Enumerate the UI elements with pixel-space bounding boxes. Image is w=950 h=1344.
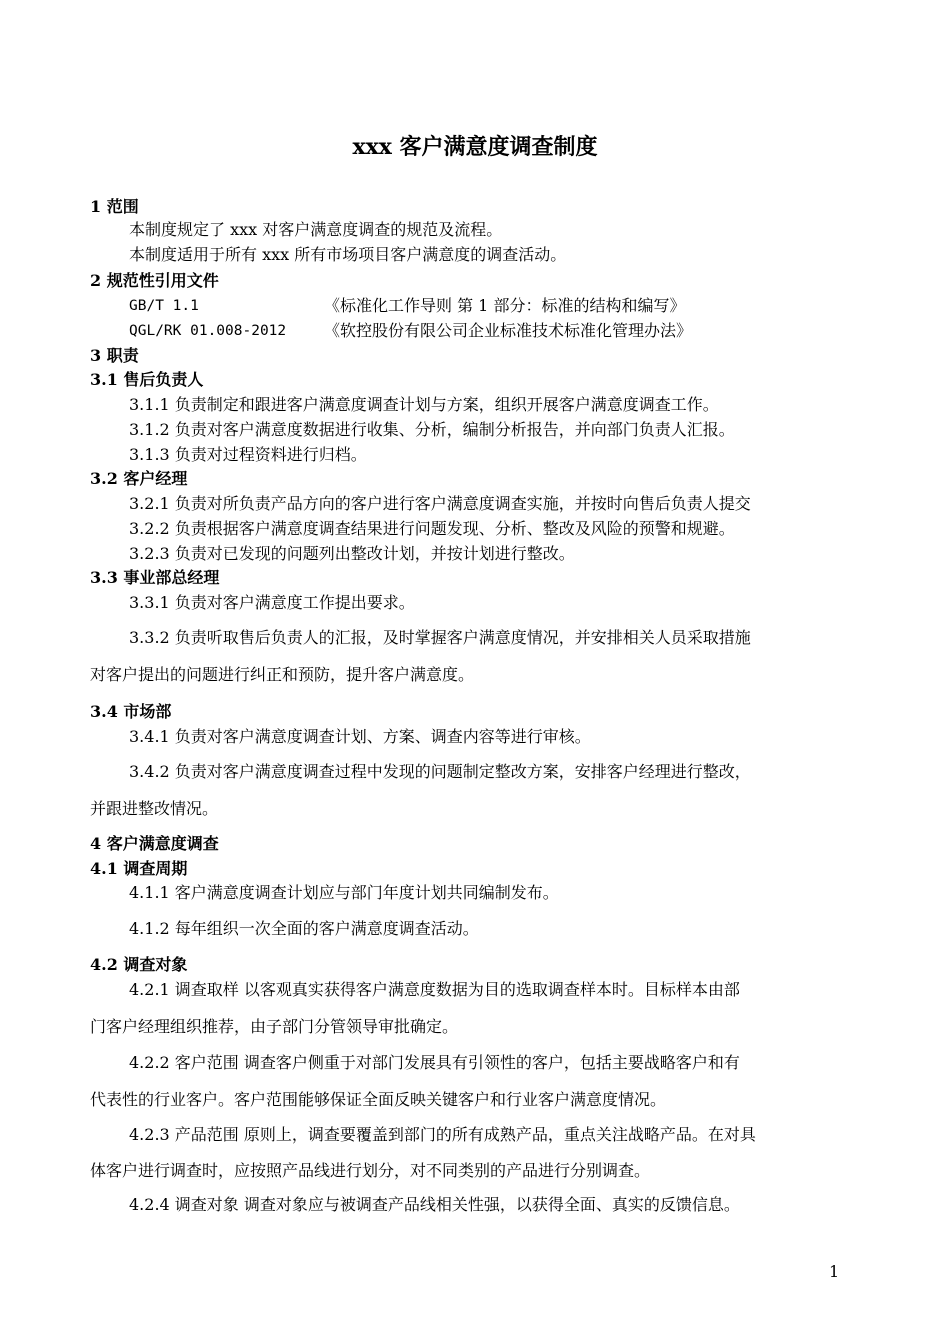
clause-3-4-1: 3.4.1 负责对客户满意度调查计划、方案、调查内容等进行审核。 [129,727,591,746]
clause-4-2-3-cont: 体客户进行调查时，应按照产品线进行划分，对不同类别的产品进行分别调查。 [90,1161,651,1180]
clause-4-2-1: 4.2.1 调查取样 以客观真实获得客户满意度数据为目的选取调查样本时。目标样本由部 [129,980,740,999]
clause-4-2-3: 4.2.3 产品范围 原则上，调查要覆盖到部门的所有成熟产品，重点关注战略产品。在对具 [129,1125,756,1144]
clause-3-4-2-cont: 并跟进整改情况。 [90,799,219,818]
clause-3-1-2: 3.1.2 负责对客户满意度数据进行收集、分析，编制分析报告，并向部门负责人汇报。 [129,420,735,439]
document-title: xxx 客户满意度调查制度 [352,134,598,160]
reference-title: 《标准化工作导则 第 1 部分：标准的结构和编写》 [324,296,686,315]
subsection-heading-after-sales: 3.1 售后负责人 [90,370,204,389]
clause-4-2-4: 4.2.4 调查对象 调查对象应与被调查产品线相关性强，以获得全面、真实的反馈信息。 [129,1195,740,1214]
clause-3-2-3: 3.2.3 负责对已发现的问题列出整改计划，并按计划进行整改。 [129,544,575,563]
clause-4-1-1: 4.1.1 客户满意度调查计划应与部门年度计划共同编制发布。 [129,883,559,902]
clause-3-1-1: 3.1.1 负责制定和跟进客户满意度调查计划与方案，组织开展客户满意度调查工作。 [129,395,719,414]
section-heading-scope: 1 范围 [90,197,139,216]
clause-3-3-2: 3.3.2 负责听取售后负责人的汇报，及时掌握客户满意度情况，并安排相关人员采取措施 [129,628,751,647]
clause-3-3-1: 3.3.1 负责对客户满意度工作提出要求。 [129,593,415,612]
clause-3-3-2-cont: 对客户提出的问题进行纠正和预防，提升客户满意度。 [90,665,475,684]
clause-3-2-1: 3.2.1 负责对所负责产品方向的客户进行客户满意度调查实施，并按时向售后负责人提交 [129,494,751,513]
subsection-heading-objects: 4.2 调查对象 [90,955,188,974]
paragraph-scope-2: 本制度适用于所有 xxx 所有市场项目客户满意度的调查活动。 [129,245,567,264]
clause-4-2-1-cont: 门客户经理组织推荐，由子部门分管领导审批确定。 [90,1017,459,1036]
reference-title: 《软控股份有限公司企业标准技术标准化管理办法》 [324,321,693,340]
clause-3-4-2: 3.4.2 负责对客户满意度调查过程中发现的问题制定整改方案，安排客户经理进行整改， [129,762,751,781]
section-heading-references: 2 规范性引用文件 [90,271,219,290]
subsection-heading-marketing: 3.4 市场部 [90,702,172,721]
clause-3-2-2: 3.2.2 负责根据客户满意度调查结果进行问题发现、分析、整改及风险的预警和规避。 [129,519,735,538]
subsection-heading-general-manager: 3.3 事业部总经理 [90,568,220,587]
section-heading-responsibilities: 3 职责 [90,346,139,365]
section-heading-survey: 4 客户满意度调查 [90,834,219,853]
reference-code: GB/T 1.1 [129,298,199,314]
clause-4-2-2-cont: 代表性的行业客户。客户范围能够保证全面反映关键客户和行业客户满意度情况。 [90,1090,667,1109]
clause-4-2-2: 4.2.2 客户范围 调查客户侧重于对部门发展具有引领性的客户，包括主要战略客户和有 [129,1053,740,1072]
reference-code: QGL/RK 01.008-2012 [129,323,287,339]
clause-4-1-2: 4.1.2 每年组织一次全面的客户满意度调查活动。 [129,919,479,938]
clause-3-1-3: 3.1.3 负责对过程资料进行归档。 [129,445,367,464]
subsection-heading-account-manager: 3.2 客户经理 [90,469,188,488]
page-number: 1 [829,1262,840,1281]
paragraph-scope-1: 本制度规定了 xxx 对客户满意度调查的规范及流程。 [129,220,503,239]
subsection-heading-cycle: 4.1 调查周期 [90,859,188,878]
